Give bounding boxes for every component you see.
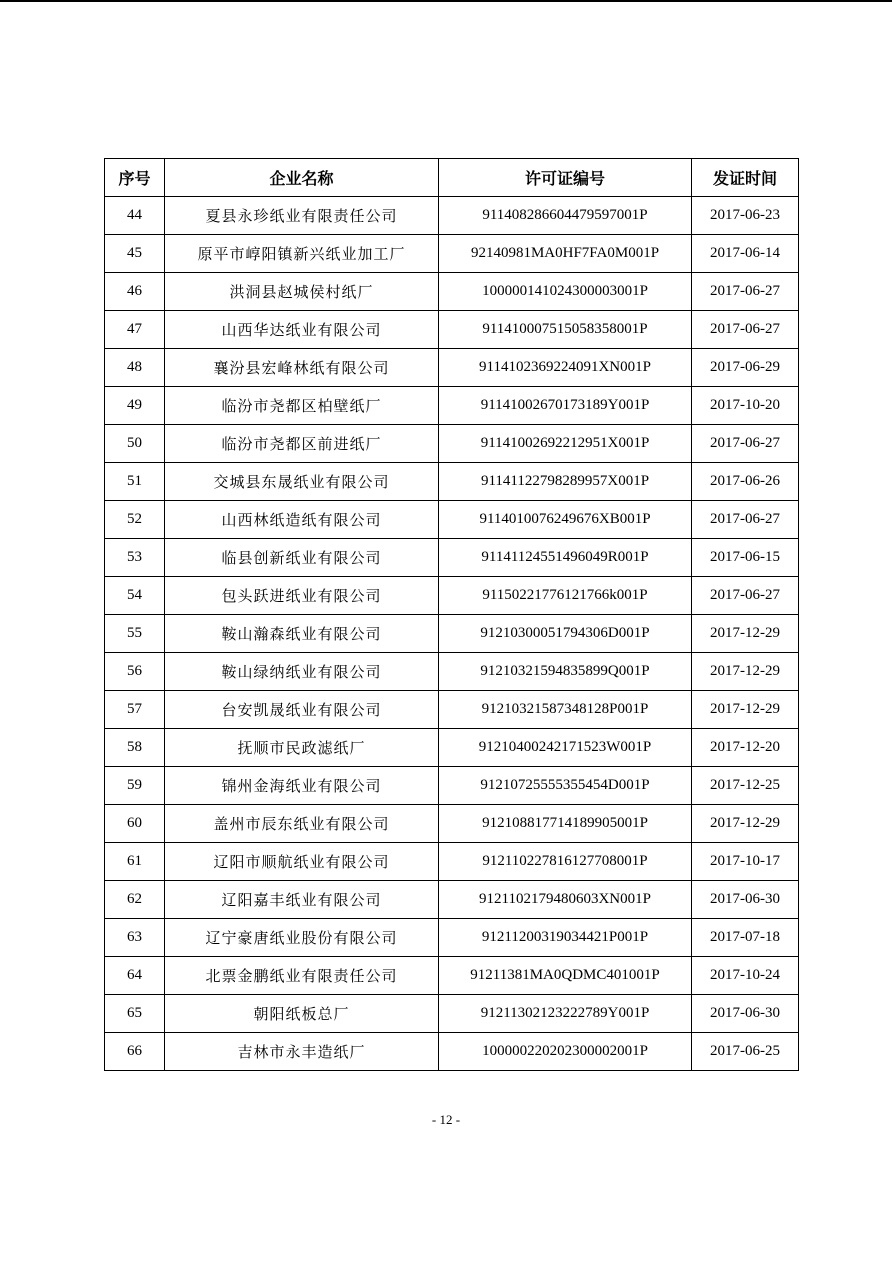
table-row [105,691,799,729]
table-row [105,615,799,653]
row-index-cell: 51 [105,463,165,501]
table-row [105,1033,799,1071]
issue-date-cell: 2017-10-20 [692,387,799,425]
issue-date-cell: 2017-12-29 [692,691,799,729]
table-row [105,729,799,767]
company-name-cell: 北票金鹏纸业有限责任公司 [165,957,439,995]
header-company: 企业名称 [165,159,439,197]
company-name-cell: 辽阳市顺航纸业有限公司 [165,843,439,881]
row-index-cell: 50 [105,425,165,463]
row-index-cell: 57 [105,691,165,729]
table-row [105,957,799,995]
table-row [105,539,799,577]
permit-table-body [105,197,799,1071]
table-row [105,311,799,349]
row-index-cell: 59 [105,767,165,805]
permit-number-cell: 91141002670173189Y001P [439,387,692,425]
table-row [105,843,799,881]
row-index-cell: 66 [105,1033,165,1071]
table-row [105,463,799,501]
company-name-cell: 山西华达纸业有限公司 [165,311,439,349]
permit-number-cell: 91141124551496049R001P [439,539,692,577]
row-index-cell: 62 [105,881,165,919]
permit-number-cell: 91211381MA0QDMC401001P [439,957,692,995]
permit-number-cell: 911410007515058358001P [439,311,692,349]
issue-date-cell: 2017-06-14 [692,235,799,273]
company-name-cell: 辽阳嘉丰纸业有限公司 [165,881,439,919]
row-index-cell: 65 [105,995,165,1033]
company-name-cell: 盖州市辰东纸业有限公司 [165,805,439,843]
company-name-cell: 洪洞县赵城侯村纸厂 [165,273,439,311]
permit-number-cell: 91211302123222789Y001P [439,995,692,1033]
issue-date-cell: 2017-06-27 [692,501,799,539]
permit-number-cell: 91210300051794306D001P [439,615,692,653]
permit-number-cell: 91211200319034421P001P [439,919,692,957]
row-index-cell: 55 [105,615,165,653]
company-name-cell: 临汾市尧都区前进纸厂 [165,425,439,463]
table-row [105,197,799,235]
issue-date-cell: 2017-06-27 [692,425,799,463]
row-index-cell: 53 [105,539,165,577]
page-top-border [0,0,892,2]
permit-table-header [105,159,799,197]
company-name-cell: 鞍山绿纳纸业有限公司 [165,653,439,691]
issue-date-cell: 2017-06-23 [692,197,799,235]
issue-date-cell: 2017-12-20 [692,729,799,767]
table-row [105,425,799,463]
table-row [105,805,799,843]
row-index-cell: 45 [105,235,165,273]
issue-date-cell: 2017-06-29 [692,349,799,387]
row-index-cell: 60 [105,805,165,843]
company-name-cell: 临汾市尧都区柏壁纸厂 [165,387,439,425]
company-name-cell: 山西林纸造纸有限公司 [165,501,439,539]
issue-date-cell: 2017-06-27 [692,577,799,615]
company-name-cell: 襄汾县宏峰林纸有限公司 [165,349,439,387]
issue-date-cell: 2017-06-25 [692,1033,799,1071]
table-row [105,235,799,273]
permit-number-cell: 912108817714189905001P [439,805,692,843]
row-index-cell: 47 [105,311,165,349]
row-index-cell: 58 [105,729,165,767]
row-index-cell: 48 [105,349,165,387]
company-name-cell: 原平市崞阳镇新兴纸业加工厂 [165,235,439,273]
company-name-cell: 朝阳纸板总厂 [165,995,439,1033]
company-name-cell: 台安凯晟纸业有限公司 [165,691,439,729]
issue-date-cell: 2017-06-30 [692,881,799,919]
company-name-cell: 锦州金海纸业有限公司 [165,767,439,805]
permit-number-cell: 91210321594835899Q001P [439,653,692,691]
issue-date-cell: 2017-12-25 [692,767,799,805]
issue-date-cell: 2017-10-17 [692,843,799,881]
row-index-cell: 56 [105,653,165,691]
issue-date-cell: 2017-12-29 [692,653,799,691]
issue-date-cell: 2017-06-15 [692,539,799,577]
permit-number-cell: 100000220202300002001P [439,1033,692,1071]
table-row [105,501,799,539]
permit-table [104,158,799,1071]
issue-date-cell: 2017-06-26 [692,463,799,501]
table-row [105,577,799,615]
issue-date-cell: 2017-07-18 [692,919,799,957]
row-index-cell: 52 [105,501,165,539]
permit-number-cell: 91210321587348128P001P [439,691,692,729]
company-name-cell: 吉林市永丰造纸厂 [165,1033,439,1071]
company-name-cell: 夏县永珍纸业有限责任公司 [165,197,439,235]
table-row [105,767,799,805]
permit-number-cell: 92140981MA0HF7FA0M001P [439,235,692,273]
permit-number-cell: 91210725555355454D001P [439,767,692,805]
page-number: - 12 - [431,1112,461,1127]
row-index-cell: 44 [105,197,165,235]
issue-date-cell: 2017-06-30 [692,995,799,1033]
row-index-cell: 64 [105,957,165,995]
row-index-cell: 54 [105,577,165,615]
table-row [105,919,799,957]
company-name-cell: 鞍山瀚森纸业有限公司 [165,615,439,653]
header-index: 序号 [105,159,165,197]
row-index-cell: 49 [105,387,165,425]
company-name-cell: 包头跃进纸业有限公司 [165,577,439,615]
header-row [105,159,799,197]
issue-date-cell: 2017-10-24 [692,957,799,995]
issue-date-cell: 2017-06-27 [692,311,799,349]
company-name-cell: 抚顺市民政滤纸厂 [165,729,439,767]
company-name-cell: 临县创新纸业有限公司 [165,539,439,577]
permit-number-cell: 9114010076249676XB001P [439,501,692,539]
permit-number-cell: 91150221776121766k001P [439,577,692,615]
company-name-cell: 辽宁豪唐纸业股份有限公司 [165,919,439,957]
table-row [105,387,799,425]
permit-number-cell: 91141002692212951X001P [439,425,692,463]
issue-date-cell: 2017-06-27 [692,273,799,311]
table-row [105,995,799,1033]
permit-number-cell: 9114102369224091XN001P [439,349,692,387]
permit-number-cell: 91210400242171523W001P [439,729,692,767]
row-index-cell: 63 [105,919,165,957]
header-issue-date: 发证时间 [692,159,799,197]
permit-number-cell: 91140828660447959​7001P [439,197,692,235]
row-index-cell: 46 [105,273,165,311]
row-index-cell: 61 [105,843,165,881]
company-name-cell: 交城县东晟纸业有限公司 [165,463,439,501]
issue-date-cell: 2017-12-29 [692,615,799,653]
table-row [105,273,799,311]
header-permit-number: 许可证编号 [439,159,692,197]
table-row [105,349,799,387]
table-row [105,653,799,691]
issue-date-cell: 2017-12-29 [692,805,799,843]
table-row [105,881,799,919]
permit-number-cell: 912110227816127708001P [439,843,692,881]
permit-number-cell: 100000141024300003001P [439,273,692,311]
permit-number-cell: 9121102179480603XN001P [439,881,692,919]
permit-number-cell: 91141122798289957X001P [439,463,692,501]
